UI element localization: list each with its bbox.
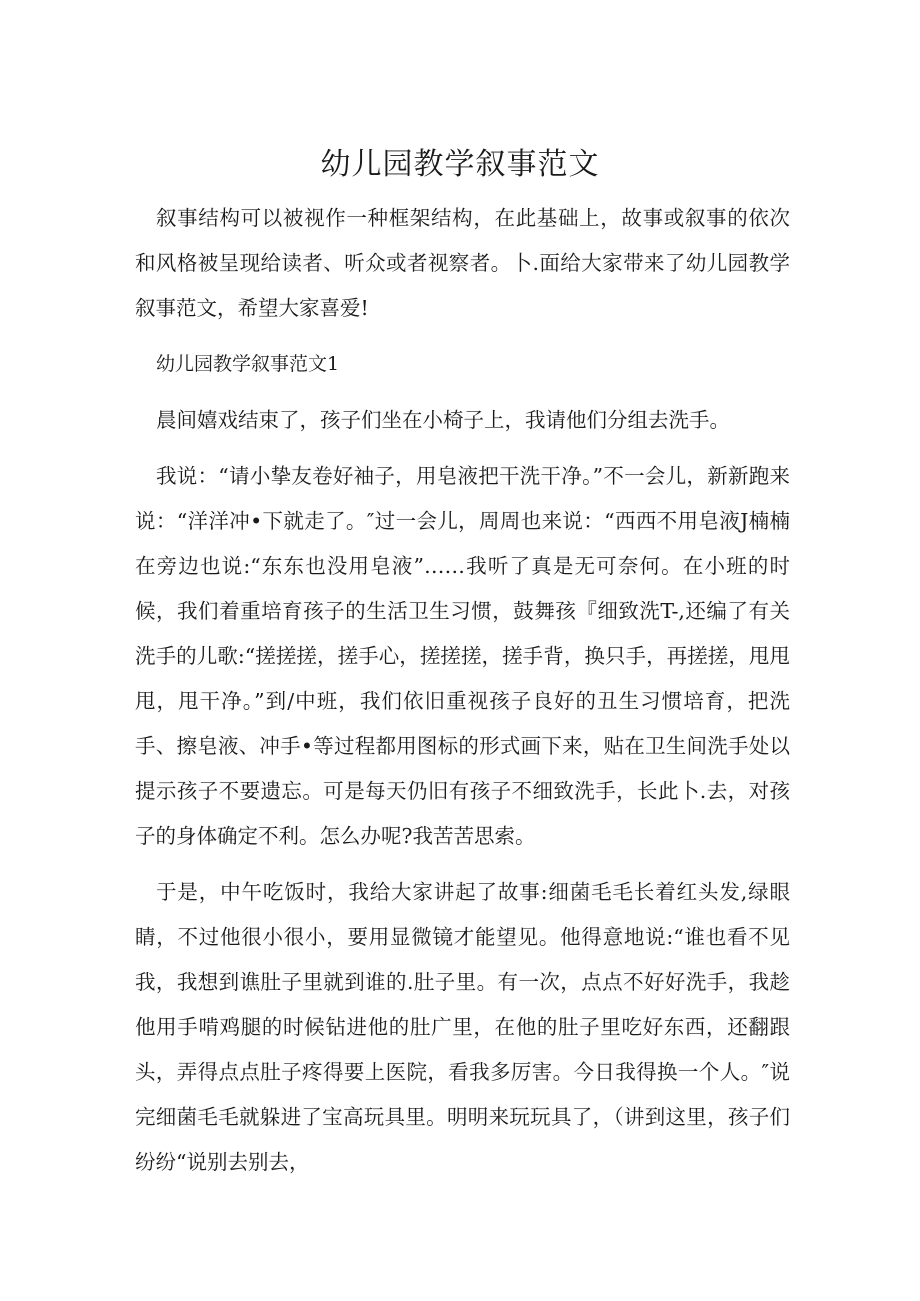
section-heading: 幼儿园教学叙事范文1 bbox=[156, 353, 340, 375]
body-paragraph-1: 晨间嬉戏结束了，孩子们坐在小椅子上，我请他们分组去洗手。 bbox=[156, 408, 730, 432]
body-paragraph-3: 于是，中午吃饭时，我给大家讲起了故事:细菌毛毛长着红头发,绿眼睛，不过他很小很小，要用显微镜才能望见。他得意地说:“谁也看不见我，我想到谯肚子里就到谁的.肚子里。有一次，点点不好好洗手，我趁他用手啃鸡腿的时候钻进他的肚广里，在他的肚子里吃好东西，还翻跟头，弄得点点肚子疼得要上医院，看我多厉害。今日我得换一个人。″说完细菌毛毛就躲进了宝高玩具里。明明来玩玩具了，（讲到这里，孩子们纷纷“说别去别去， bbox=[135, 880, 790, 1174]
document-body bbox=[135, 196, 790, 1196]
intro-paragraph: 叙事结构可以被视作一种框架结构，在此基础上，故事或叙事的依次和风格被呈现给读者、听众或者视察者。卜.面给大家带来了幼儿园教学叙事范文，希望大家喜爱! bbox=[135, 206, 790, 320]
document-title: 幼儿园教学叙事范文 bbox=[320, 147, 600, 182]
body-paragraph-2: 我说：“请小挚友卷好袖子，用皂液把干洗干净。”不一会儿，新新跑来说：“洋洋冲•下就走了。″过一会儿，周周也来说：“西西不用皂液J楠楠在旁边也说:“东东也没用皂液”……我听了真是无可奈何。在小班的时候，我们着重培育孩子的生活卫生习惯，鼓舞孩『细致洗T-,还编了有关洗手的儿歌:“搓搓搓，搓手心，搓搓搓，搓手背，换只手，再搓搓，甩甩甩，甩干净。”到/中班，我们依旧重视孩子良好的丑生习惯培育，把洗手、擦皂液、冲手•等过程都用图标的形式画下来，贴在卫生间洗手处以提示孩子不要遗忘。可是每天仍旧有孩子不细致洗手，长此卜.去，对孩子的身体确定不利。怎么办呢?我苦苦思索。 bbox=[135, 464, 790, 848]
